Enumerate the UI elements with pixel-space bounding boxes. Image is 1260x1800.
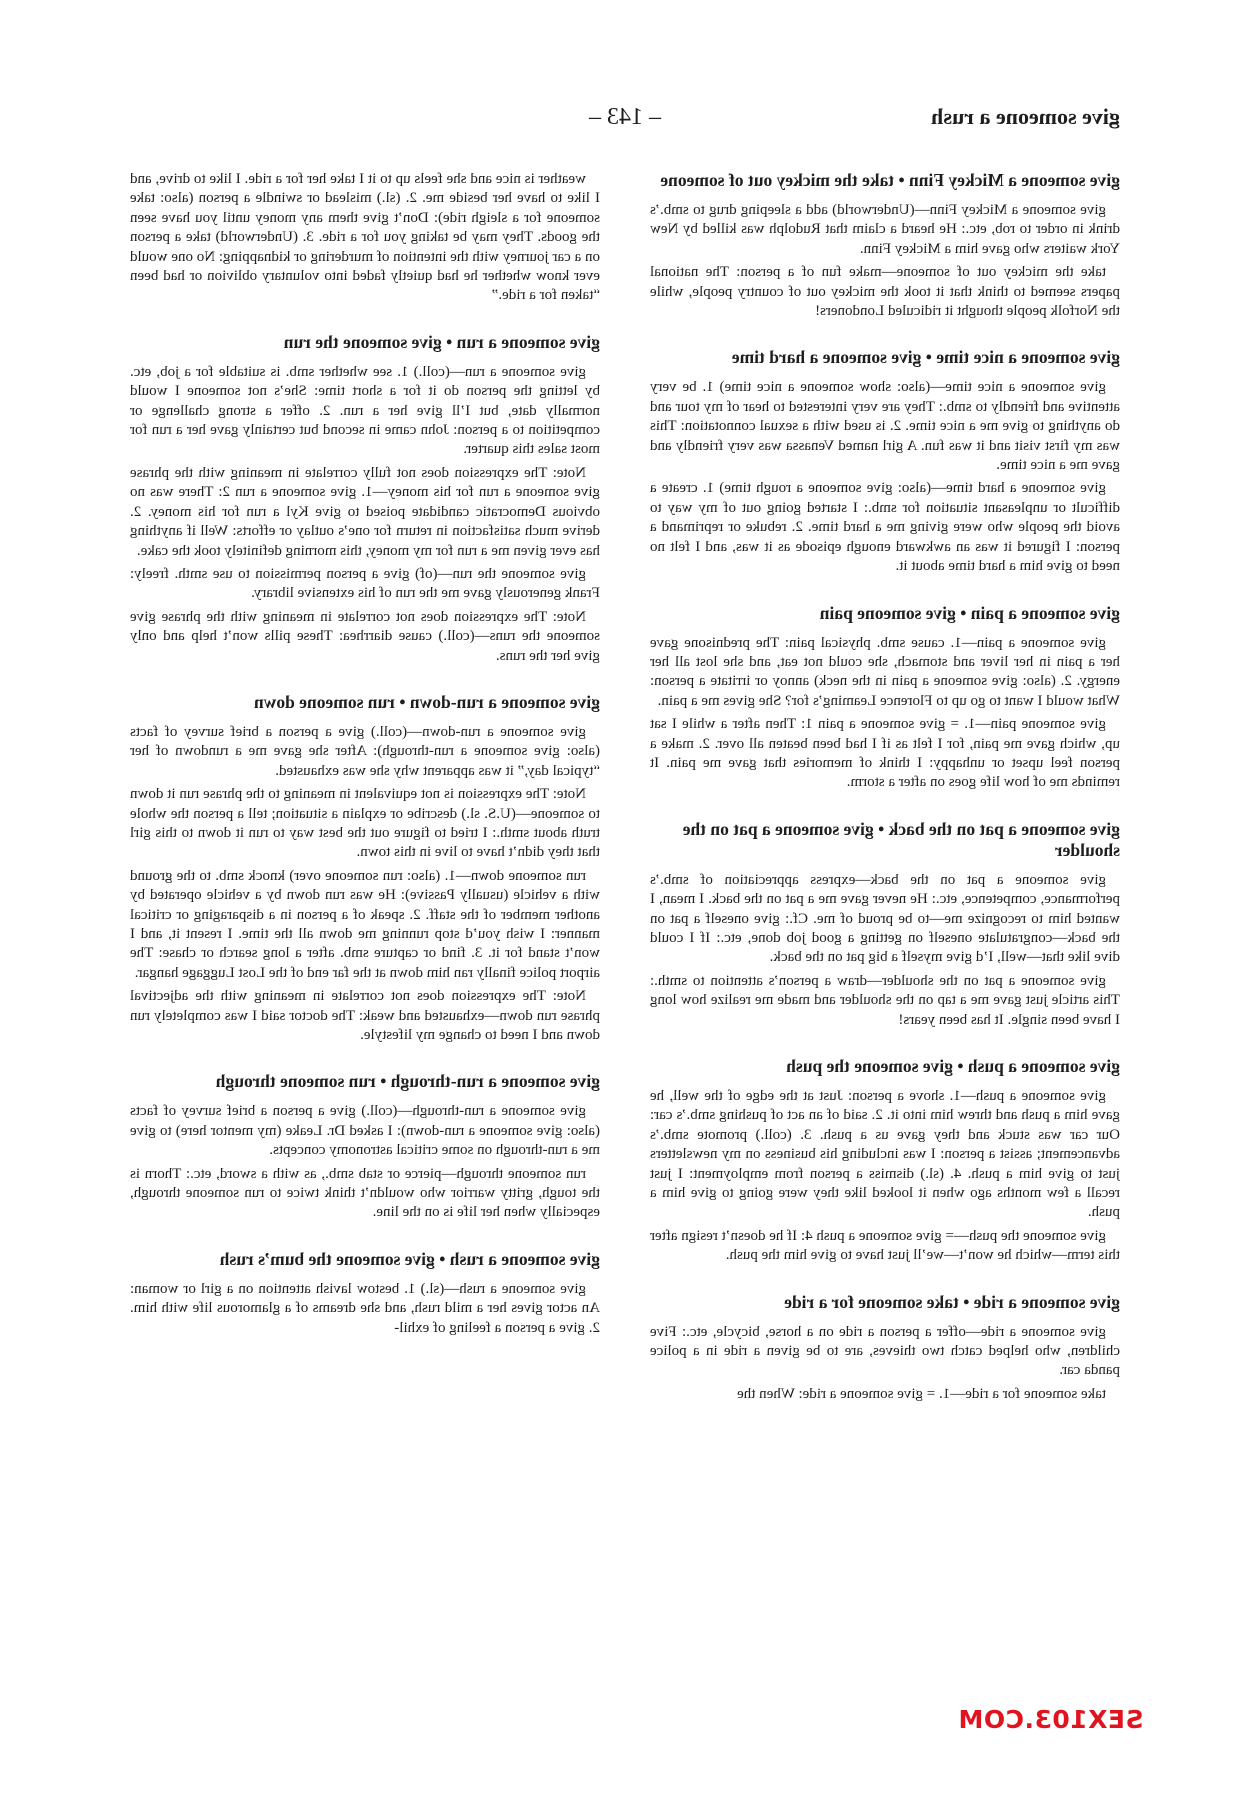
dictionary-entry [650,603,1120,793]
dictionary-entry [130,170,600,306]
entry-heading: give someone a pat on the back • give someone a pat on the shoulder [682,818,1120,860]
entry-paragraph: give someone a rush—(sl.) 1. bestow lavish attention on a girl or woman: An actor gives her a mild rush, and she dreams of a glamorous life with him. 2. give a person a feeling of exhil- [130,1280,600,1336]
running-headword: give someone a rush [931,104,1120,129]
entry-paragraph: take the mickey out of someone—make fun of a person: The national papers seemed to think that it took the mickey out of country people, while the Norfolk people thought it ridiculed Londoners! [650,264,1120,320]
left-column [650,170,1120,1700]
entry-paragraph: give someone the push—= give someone a push 4: If he doesn’t resign after this term—which he won’t—we’ll just have to give him the push. [650,1227,1120,1264]
entry-paragraph: run someone down—1. (also: run someone over) knock smb. to the ground with a vehicle (usually Passive): He was run down by a vehicle operated by another member of the staff. 2. speak of a person in a disparaging or critical manner: I wish you’d stop running me down all the time. I resent it, and I won’t stand for it. 3. find or capture smb. after a long search or chase: The airport police finally ran him down at the far end of the Lost Luggage hangar. [130,867,600,981]
entry-paragraph: give someone a hard time—(also: give someone a rough time) 1. create a difficult or unpleasant situation for smb.: I started going out of my way to avoid the people who were giving me a hard time. 2. rebuke or reprimand a person: I figured it was an awkward enough episode as it was, and I felt no need to give him a hard time about it. [650,480,1120,575]
entry-paragraph: Note: The expression does not fully correlate in meaning with the phrase give someone a run for his money—1. give someone a run 2: There was no obvious Democratic candidate poised to give Kyl a run for his money. 2. derive much satisfaction in return for one’s outlay or efforts: Well if anything has ever given me a run for my money, this morning definitely took the cake. [130,464,600,559]
page-number: – 143 – [589,104,661,130]
entry-heading: give someone a pain • give someone pain [819,602,1120,623]
dictionary-entry [130,1249,600,1338]
entry-heading: give someone a run-through • run someone through [215,1071,600,1092]
entry-paragraph: give someone a run-down—(coll.) give a person a brief survey of facts (also: give someone a run-through): After she gave me a rundown of her “typical day,” it was apparent why she was exhausted. [130,723,600,779]
entry-paragraph: give someone a nice time—(also: show someone a nice time) 1. be very attentive and friendly to smb.: They are very interested to hear of my tour and do anything to give me a nice time. 2. is used with a sexual connotation: This was my first visit and it was fun. A girl named Venassa was very friendly and gave me a nice time. [650,379,1120,474]
entry-heading: give someone a ride • take someone for a ride [784,1291,1120,1312]
entry-paragraph: give someone a run-through—(coll.) give a person a brief survey of facts (also: give someone a run-down): I asked Dr. Leake (my mentor here) to give me a run-through on some critical astronomy concepts. [130,1103,600,1159]
entry-paragraph: run someone through—pierce or stab smb., as with a sword, etc.: Thorn is the tough, gritty warrior who wouldn’t think twice to run someone through, especially when her life is on the line. [130,1165,600,1221]
dictionary-entry [650,347,1120,576]
entry-paragraph: give someone a pat on the back—express appreciation of smb.’s performance, competence, etc.: He never gave me a pat on the back. I mean, I wanted him to recognize me—to be proud of me. Cf.: give oneself a pat on the back—congratulate oneself on getting a good job done, etc.: If I could dive like that—well, I’d give myself a big pat on the back. [650,871,1120,966]
dictionary-entry [650,819,1120,1030]
entry-paragraph: weather is nice and she feels up to it I take her for a ride. I like to drive, and I like to have her beside me. 2. (sl.) mislead or swindle a person (also: take someone for a sleigh ride): Don’t give them any money until you have seen the goods. They may be taking you for a ride. 3. (Underworld) take a person on a car journey with the intention of murdering or kidnapping: No one would ever know whether he had quietly faded into voluntary oblivion or had been “taken for a ride.” [130,171,600,304]
entry-paragraph: give someone a run—(coll.) 1. see whether smb. is suitable for a job, etc. by letting the person do it for a short time: She’s not someone I would normally date, but I’ll give her a run. 2. offer a strong challenge or competition to a person: John came in second but certainly gave her a run for most sales this quarter. [130,363,600,458]
entry-heading: give someone a run-down • run someone down [254,691,600,712]
dictionary-entry [650,170,1120,321]
watermark-logo: SEX103.COM [958,1705,1144,1734]
entry-paragraph: give someone a push—1. shove a person: Just at the edge of the well, he gave him a push and threw him into it. 2. said of an act of pushing smb.’s car: Our car was stuck and they gave us a push. 3. (coll.) promote smb.’s advancement; assist a person: I was including his business on my newsletters just to give him a push. 4. (sl.) dismiss a person from employment: I just recall a few months ago when it looked like they were going to give him a push. [650,1088,1120,1221]
entry-heading: give someone a nice time • give someone a hard time [731,347,1120,368]
entry-paragraph: take someone for a ride—1. = give someone a ride: When the [737,1385,1106,1402]
entry-paragraph: give someone a ride—offer a person a ride on a horse, bicycle, etc.: Five children, who helped catch two thieves, are to be given a ride in a police panda car. [650,1323,1120,1379]
entry-heading: give someone a rush • give someone the bum’s rush [219,1248,600,1269]
entry-heading: give someone a push • give someone the push [786,1056,1120,1076]
entry-paragraph: Note: The expression does not correlate in meaning with the phrase give someone the runs—(coll.) cause diarrhea: These pills won’t help and only give her the runs. [130,608,600,664]
running-head [130,104,1120,138]
entry-paragraph: give someone a pat on the shoulder—draw a person’s attention to smth.: This article just gave me a tap on the shoulder and made me realize how long I have been single. It has been years! [650,972,1120,1028]
dictionary-entry [650,1056,1120,1266]
dictionary-entry [130,332,600,666]
dictionary-entry [130,692,600,1046]
entry-paragraph: Note: The expression is not equivalent in meaning to the phrase run it down to someone—(U.S. sl.) describe or explain a situation; tell a person the whole truth about smth.: I tried to figure out the best way to run it down to this girl that they didn’t have to live in this town. [130,786,600,861]
dictionary-entry [130,1071,600,1222]
entry-paragraph: give someone pain—1. = give someone a pain 1: Then after a while I sat up, which gave me pain, for I felt as if I had been beaten all over. 2. make a person feel upset or unhappy: I think of memories that gave me pain. It reminds me of how life goes on after a storm. [650,716,1120,791]
entry-heading: give someone a Mickey Finn • take the mickey out of someone [660,170,1120,190]
entry-paragraph: give someone the run—(of) give a person permission to use smth. freely: Frank generously gave me the run of his extensive library. [130,565,600,602]
entry-heading: give someone a run • give someone the run [283,331,600,352]
entry-paragraph: give someone a pain—1. cause smb. physical pain: The prednisone gave her a pain in her liver and stomach, she could not eat, and she lost all her energy. 2. (also: give someone a pain in the neck) annoy or irritate a person: What would I want to go up to Florence Leaming’s for? She gives me a pain. [650,634,1120,709]
entry-paragraph: give someone a Mickey Finn—(Underworld) add a sleeping drug to smb.’s drink in order to rob, etc.: He heard a claim that Rudolph was killed by New York waiters who gave him a Mickey Finn. [650,202,1120,257]
right-column [130,170,600,1700]
dictionary-entry [650,1292,1120,1405]
entry-paragraph: Note: The expression does not correlate in meaning with the adjectival phrase run down—exhausted and weak: The doctor said I was completely run down and I need to change my lifestyle. [130,988,600,1044]
